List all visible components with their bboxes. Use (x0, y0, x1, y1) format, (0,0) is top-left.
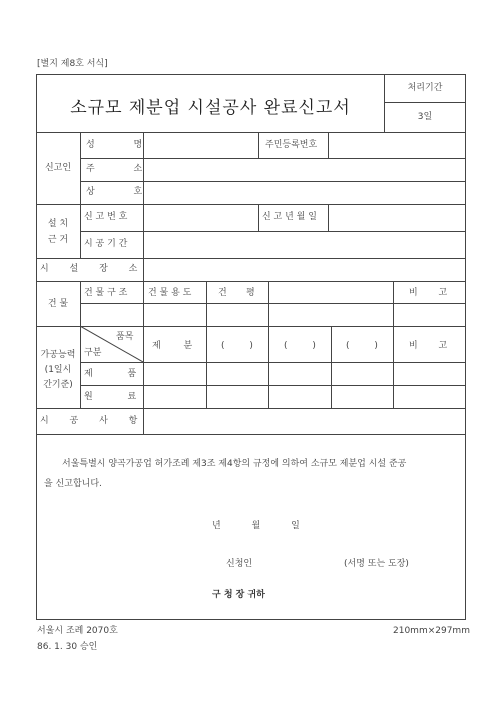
building-area-unit: 평 (246, 288, 255, 298)
building-remarks-field[interactable] (396, 305, 464, 324)
flour-milling-label: 제 분 (152, 341, 193, 351)
ordinance-number: 서울시 조례 2070호 (37, 626, 118, 636)
rrn-field[interactable] (331, 134, 464, 156)
product-remarks-field[interactable] (396, 364, 464, 384)
building-section-label: 건 물 (47, 299, 69, 309)
rrn-label: 주민등록번호 (265, 140, 318, 150)
product-flour-field[interactable] (146, 364, 204, 384)
declaration-line-2: 을 신고합니다. (44, 479, 102, 489)
building-structure-field[interactable] (83, 305, 141, 324)
report-date-field[interactable] (331, 206, 464, 229)
building-extra-field[interactable] (271, 305, 391, 324)
item-column-1: ( ) (221, 341, 253, 351)
raw-material-label: 원 료 (84, 392, 137, 402)
building-usage-label: 건 물 용 도 (148, 288, 192, 298)
building-structure-label: 건 물 구 조 (84, 288, 128, 298)
capacity-section-label-3: 간기준) (43, 380, 73, 390)
permit-section-label-1: 설 치 (47, 219, 69, 229)
raw-remarks-field[interactable] (396, 387, 464, 407)
raw-item3-field[interactable] (334, 387, 391, 407)
processing-period-label: 처리기간 (407, 83, 443, 93)
work-items-field[interactable] (146, 410, 464, 433)
report-date-label: 신 고 년 월 일 (262, 212, 317, 222)
report-number-field[interactable] (146, 206, 256, 229)
address-field[interactable] (146, 160, 464, 180)
building-usage-field[interactable] (146, 305, 204, 324)
item-column-3: ( ) (346, 341, 378, 351)
construction-period-label: 시 공 기 간 (84, 239, 128, 249)
applicant-section-label: 신고인 (44, 163, 72, 173)
product-label: 제 품 (84, 369, 137, 379)
site-field[interactable] (146, 260, 464, 280)
product-item2-field[interactable] (271, 364, 329, 384)
name-field[interactable] (146, 134, 256, 156)
processing-period-value: 3일 (417, 112, 433, 122)
signature-label: (서명 또는 도장) (344, 559, 409, 569)
raw-item2-field[interactable] (271, 387, 329, 407)
raw-flour-field[interactable] (146, 387, 204, 407)
permit-section-label-2: 근 거 (47, 235, 69, 245)
building-remarks-label: 비 고 (409, 288, 448, 298)
building-area-label: 건 (218, 288, 227, 298)
work-items-label: 시 공 사 항 (40, 416, 138, 426)
applicant-label: 신청인 (226, 559, 253, 569)
form-label: [별지 제8호 서식] (37, 59, 108, 69)
business-name-label: 상 호 (86, 187, 143, 197)
declaration-line-1: 서울특별시 양곡가공업 허가조례 제3조 제4항의 규정에 의하여 소규모 제분업 시설 준공 (62, 459, 407, 469)
addressee: 구 청 장 귀하 (212, 590, 265, 600)
construction-period-field[interactable] (146, 233, 464, 256)
product-item3-field[interactable] (334, 364, 391, 384)
capacity-section-label-1: 가공능력 (40, 350, 76, 360)
name-label: 성 명 (86, 140, 143, 150)
item-column-2: ( ) (284, 341, 316, 351)
declaration-date: 년 월 일 (212, 521, 300, 531)
building-area-field[interactable] (209, 305, 266, 324)
site-label: 시 설 장 소 (40, 264, 138, 274)
raw-item1-field[interactable] (209, 387, 266, 407)
capacity-remarks-label: 비 고 (409, 341, 448, 351)
paper-size: 210mm×297mm (393, 626, 470, 636)
capacity-section-label-2: (1일시 (44, 365, 72, 375)
report-number-label: 신 고 번 호 (84, 212, 128, 222)
product-item1-field[interactable] (209, 364, 266, 384)
business-name-field[interactable] (146, 183, 464, 203)
category-header: 구분 (84, 348, 102, 358)
approval-date: 86. 1. 30 승인 (37, 642, 98, 652)
item-header: 품목 (116, 332, 134, 342)
address-label: 주 소 (86, 164, 143, 174)
form-title: 소규모 제분업 시설공사 완료신고서 (70, 97, 351, 118)
